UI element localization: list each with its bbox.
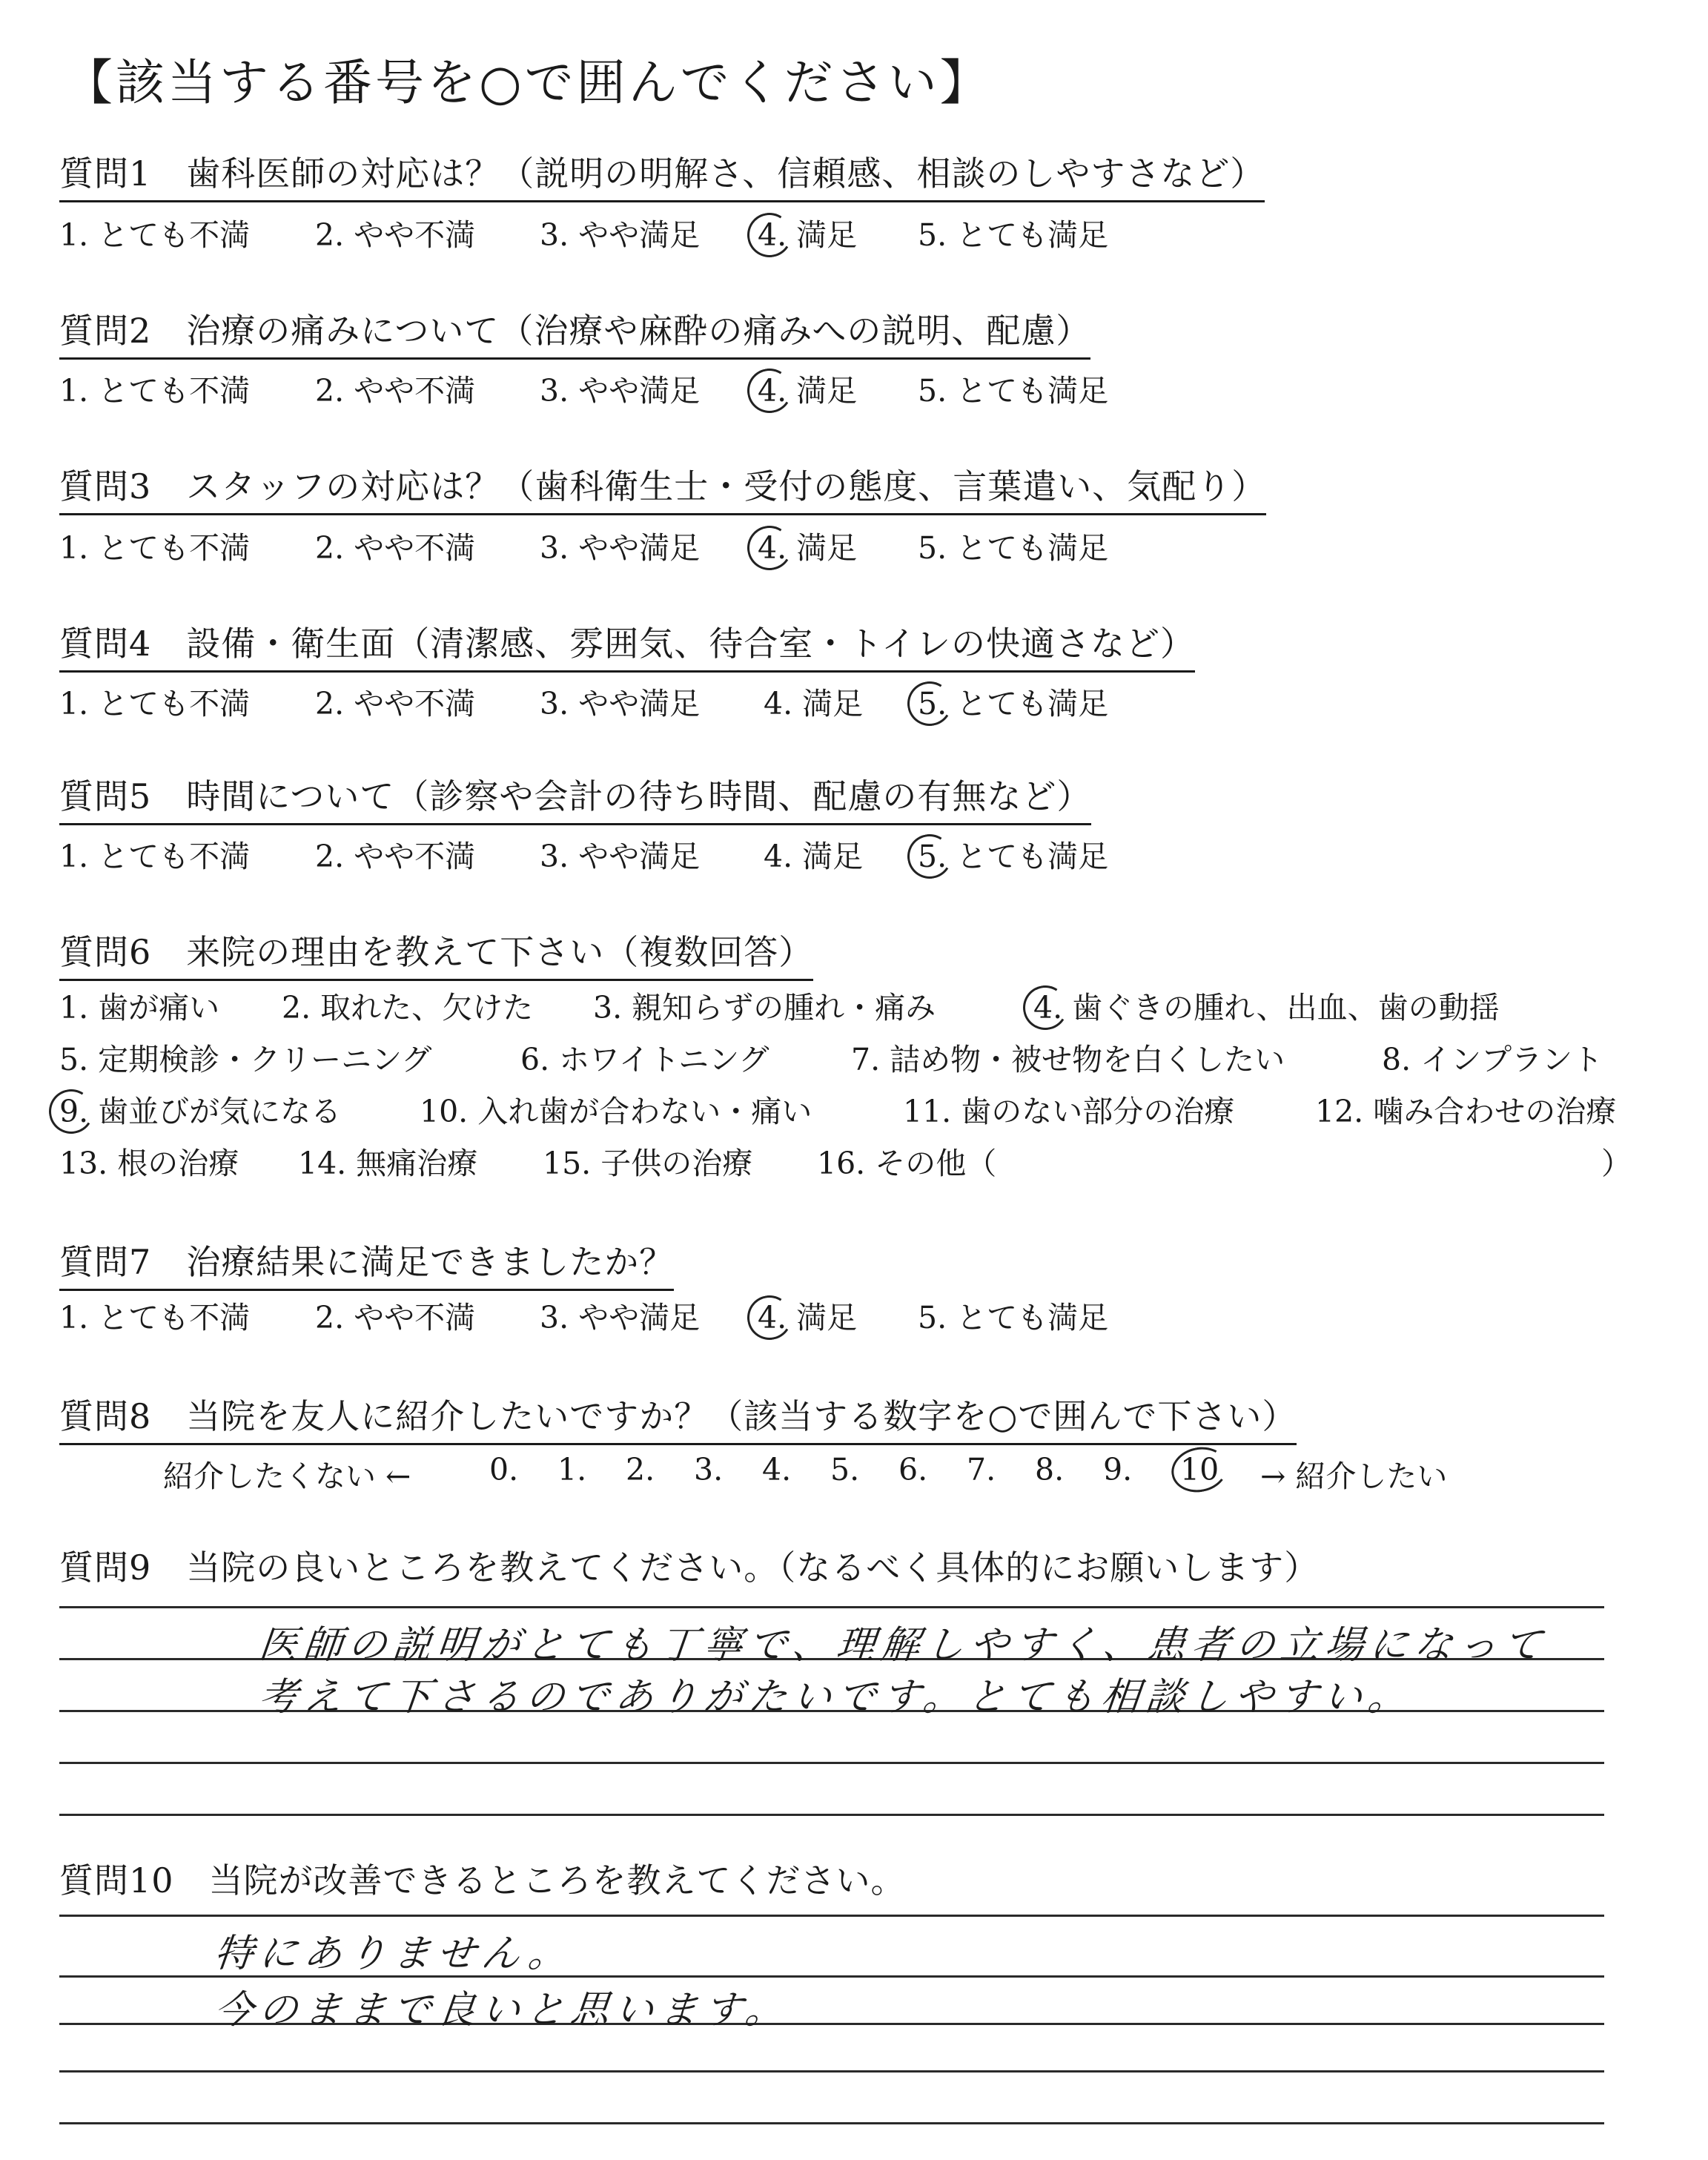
q3-option-4[interactable]: 4. 満足 bbox=[758, 530, 857, 566]
q9-answer-rule-4 bbox=[59, 1762, 1604, 1764]
q1-option-2[interactable]: 2. やや不満 bbox=[315, 217, 476, 253]
question-10-title: 質問10 当院が改善できるところを教えてください。 bbox=[59, 1860, 906, 1900]
q8-option-3[interactable]: 3. bbox=[694, 1452, 724, 1487]
q8-option-1[interactable]: 1. bbox=[557, 1452, 587, 1487]
q8-option-2[interactable]: 2. bbox=[626, 1452, 655, 1487]
q6-option-8[interactable]: 8. インプラント bbox=[1382, 1042, 1603, 1077]
q8-option-8[interactable]: 8. bbox=[1035, 1452, 1065, 1487]
q6-option-11[interactable]: 11. 歯のない部分の治療 bbox=[903, 1094, 1235, 1129]
q9-answer-rule-5 bbox=[59, 1814, 1604, 1816]
q5-option-3[interactable]: 3. やや満足 bbox=[540, 839, 701, 874]
q4-option-5[interactable]: 5. とても満足 bbox=[918, 686, 1108, 721]
question-4-options bbox=[59, 679, 1109, 721]
q6-other-close-paren: ） bbox=[1601, 1146, 1632, 1181]
q2-option-5[interactable]: 5. とても満足 bbox=[918, 373, 1109, 409]
q4-option-2[interactable]: 2. やや不満 bbox=[315, 686, 476, 721]
q7-option-2[interactable]: 2. やや不満 bbox=[315, 1300, 476, 1335]
question-8-title: 質問8 当院を友人に紹介したいですか？（該当する数字を○で囲んで下さい） bbox=[59, 1390, 1297, 1445]
q8-option-0[interactable]: 0. bbox=[489, 1452, 519, 1487]
q9-answer-line-2[interactable]: 考えて下さるのでありがたいです。とても相談しやすい。 bbox=[256, 1675, 1415, 1720]
q3-option-3[interactable]: 3. やや満足 bbox=[540, 530, 701, 566]
q4-option-1[interactable]: 1. とても不満 bbox=[59, 686, 251, 721]
q6-option-9[interactable]: 9. 歯並びが気になる bbox=[59, 1094, 341, 1129]
q7-option-1[interactable]: 1. とても不満 bbox=[59, 1300, 251, 1335]
q8-option-4[interactable]: 4. bbox=[762, 1452, 792, 1487]
q8-option-7[interactable]: 7. bbox=[967, 1452, 996, 1487]
question-1-title: 質問1 歯科医師の対応は？（説明の明解さ、信頼感、相談のしやすさなど） bbox=[59, 147, 1265, 202]
q3-option-2[interactable]: 2. やや不満 bbox=[315, 530, 476, 566]
q6-option-2[interactable]: 2. 取れた、欠けた bbox=[282, 990, 534, 1025]
q1-option-5[interactable]: 5. とても満足 bbox=[918, 217, 1109, 253]
q6-option-12[interactable]: 12. 噛み合わせの治療 bbox=[1315, 1094, 1617, 1129]
question-5-title: 質問5 時間について（診察や会計の待ち時間、配慮の有無など） bbox=[59, 770, 1091, 825]
question-6-row-1 bbox=[59, 983, 1500, 1025]
question-7-options bbox=[59, 1293, 1109, 1335]
q8-option-5[interactable]: 5. bbox=[830, 1452, 860, 1487]
q4-option-3[interactable]: 3. やや満足 bbox=[540, 686, 701, 721]
q10-answer-line-2[interactable]: 今のままで良いと思います。 bbox=[212, 1988, 792, 2032]
q10-answer-line-1[interactable]: 特にありません。 bbox=[212, 1932, 575, 1976]
q6-option-13[interactable]: 13. 根の治療 bbox=[59, 1146, 239, 1181]
q2-option-4[interactable]: 4. 満足 bbox=[758, 373, 857, 409]
q6-option-14[interactable]: 14. 無痛治療 bbox=[298, 1146, 478, 1181]
q8-left-label: 紹介したくない ← bbox=[163, 1459, 411, 1494]
q1-option-1[interactable]: 1. とても不満 bbox=[59, 217, 251, 253]
q10-answer-rule-4 bbox=[59, 2070, 1604, 2073]
question-9-title: 質問9 当院の良いところを教えてください。（なるべく具体的にお願いします） bbox=[59, 1548, 1320, 1588]
q7-option-5[interactable]: 5. とても満足 bbox=[918, 1300, 1109, 1335]
q2-option-3[interactable]: 3. やや満足 bbox=[540, 373, 701, 409]
q10-answer-rule-1 bbox=[59, 1915, 1604, 1917]
q6-option-4[interactable]: 4. 歯ぐきの腫れ、出血、歯の動揺 bbox=[1033, 990, 1500, 1025]
q9-answer-rule-1 bbox=[59, 1606, 1604, 1608]
q6-option-5[interactable]: 5. 定期検診・クリーニング bbox=[59, 1042, 432, 1077]
q8-option-10[interactable]: 10 bbox=[1180, 1452, 1219, 1487]
q7-option-3[interactable]: 3. やや満足 bbox=[540, 1300, 701, 1335]
question-3-title: 質問3 スタッフの対応は？（歯科衛生士・受付の態度、言葉遣い、気配り） bbox=[59, 460, 1266, 515]
q6-option-1[interactable]: 1. 歯が痛い bbox=[59, 990, 220, 1025]
question-7-title: 質問7 治療結果に満足できましたか？ bbox=[59, 1235, 674, 1291]
q1-option-4[interactable]: 4. 満足 bbox=[758, 217, 857, 253]
question-6-title: 質問6 来院の理由を教えて下さい（複数回答） bbox=[59, 925, 813, 981]
question-5-options bbox=[59, 832, 1109, 874]
q4-option-4[interactable]: 4. 満足 bbox=[764, 686, 864, 721]
question-8-scale bbox=[59, 1452, 1646, 1494]
q7-option-4[interactable]: 4. 満足 bbox=[758, 1300, 857, 1335]
q3-option-5[interactable]: 5. とても満足 bbox=[918, 530, 1109, 566]
q2-option-1[interactable]: 1. とても不満 bbox=[59, 373, 251, 409]
page-title: 【該当する番号を○で囲んでください】 bbox=[64, 54, 992, 111]
q6-option-7[interactable]: 7. 詰め物・被せ物を白くしたい bbox=[851, 1042, 1285, 1077]
q9-answer-line-1[interactable]: 医師の説明がとても丁寧で、理解しやすく、患者の立場になって bbox=[256, 1623, 1550, 1668]
q3-option-1[interactable]: 1. とても不満 bbox=[59, 530, 251, 566]
q8-option-6[interactable]: 6. bbox=[898, 1452, 928, 1487]
q6-option-16[interactable]: 16. その他（ bbox=[817, 1146, 997, 1181]
question-4-title: 質問4 設備・衛生面（清潔感、雰囲気、待合室・トイレの快適さなど） bbox=[59, 617, 1195, 673]
q6-option-6[interactable]: 6. ホワイトニング bbox=[520, 1042, 769, 1077]
q5-option-4[interactable]: 4. 満足 bbox=[764, 839, 864, 874]
q1-option-3[interactable]: 3. やや満足 bbox=[540, 217, 701, 253]
q5-option-1[interactable]: 1. とても不満 bbox=[59, 839, 251, 874]
q5-option-5[interactable]: 5. とても満足 bbox=[918, 839, 1108, 874]
question-3-options bbox=[59, 524, 1109, 566]
q8-option-9[interactable]: 9. bbox=[1103, 1452, 1133, 1487]
question-2-options bbox=[59, 366, 1109, 409]
q6-option-10[interactable]: 10. 入れ歯が合わない・痛い bbox=[420, 1094, 812, 1129]
answer-circle-icon bbox=[1168, 1442, 1232, 1497]
question-6-row-3 bbox=[59, 1087, 1617, 1129]
q2-option-2[interactable]: 2. やや不満 bbox=[315, 373, 476, 409]
q5-option-2[interactable]: 2. やや不満 bbox=[315, 839, 476, 874]
question-2-title: 質問2 治療の痛みについて（治療や麻酔の痛みへの説明、配慮） bbox=[59, 304, 1090, 360]
q6-option-3[interactable]: 3. 親知らずの腫れ・痛み bbox=[593, 990, 936, 1025]
question-1-options bbox=[59, 211, 1109, 253]
q6-option-15[interactable]: 15. 子供の治療 bbox=[543, 1146, 753, 1181]
q8-right-label: → 紹介したい bbox=[1260, 1459, 1448, 1494]
q10-answer-rule-5 bbox=[59, 2122, 1604, 2124]
